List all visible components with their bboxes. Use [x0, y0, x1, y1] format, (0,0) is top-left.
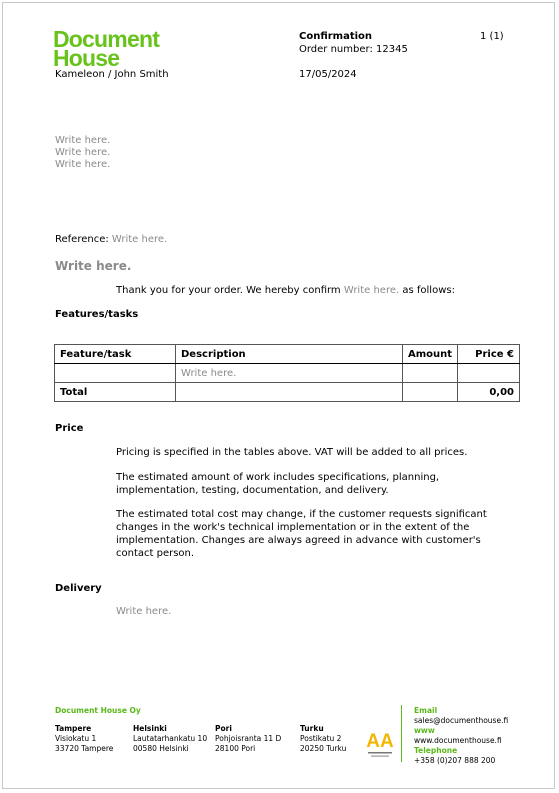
- column-header-feature: Feature/task: [55, 345, 176, 364]
- office-street: Postikatu 2: [300, 734, 342, 743]
- total-value: 0,00: [458, 383, 520, 402]
- features-table: [54, 344, 520, 402]
- table-total-row: [55, 383, 520, 402]
- table-header-row: [55, 345, 520, 364]
- document-date: 17/05/2024: [299, 69, 357, 80]
- company-logo: [53, 26, 183, 71]
- price-paragraph-3-line-3: implementation. Changes are always agreed in advance with customer's: [116, 535, 481, 546]
- price-paragraph-3-line-2: changes in the work's technical implementation or in the extent of the: [116, 522, 470, 533]
- contact-block: [414, 706, 508, 766]
- footer-company-name: Document House Oy: [55, 706, 141, 715]
- reference-row: [55, 234, 167, 246]
- price-heading: Price: [55, 423, 84, 434]
- www-label: www: [414, 726, 435, 735]
- office-helsinki: [133, 724, 207, 754]
- delivery-heading: Delivery: [55, 583, 102, 594]
- office-postal: 28100 Pori: [215, 744, 256, 753]
- address-line-2[interactable]: Write here.: [55, 147, 111, 158]
- office-street: Pohjoisranta 11 D: [215, 734, 282, 743]
- footer-divider: [401, 705, 402, 762]
- cell-description[interactable]: Write here.: [176, 364, 403, 383]
- phone-number[interactable]: +358 (0)207 888 200: [414, 756, 496, 765]
- office-city: Turku: [300, 724, 324, 733]
- document-title: Confirmation: [299, 31, 373, 42]
- intro-text: [116, 285, 455, 297]
- office-postal: 20250 Turku: [300, 744, 347, 753]
- intro-placeholder[interactable]: Write here.: [343, 285, 400, 296]
- intro-before: Thank you for your order. We hereby confirm: [116, 285, 341, 296]
- svg-text:AA: AA: [366, 731, 394, 752]
- logo-line-2: House: [53, 45, 120, 71]
- office-pori: [215, 724, 281, 754]
- office-city: Pori: [215, 724, 232, 733]
- total-empty-description: [176, 383, 403, 402]
- cell-feature[interactable]: [55, 364, 176, 383]
- aa-badge-graphic: [362, 728, 398, 760]
- price-paragraph-3-line-1: The estimated total cost may change, if the customer requests significant: [116, 509, 487, 520]
- total-empty-amount: [403, 383, 458, 402]
- column-header-price: Price €: [458, 345, 520, 364]
- email-label: Email: [414, 706, 438, 715]
- price-paragraph-3-line-4: contact person.: [116, 548, 195, 559]
- office-postal: 33720 Tampere: [55, 744, 114, 753]
- office-tampere: [55, 724, 113, 754]
- office-street: Visiokatu 1: [55, 734, 97, 743]
- office-postal: 00580 Helsinki: [133, 744, 189, 753]
- cell-price[interactable]: [458, 364, 520, 383]
- address-line-1[interactable]: Write here.: [55, 135, 111, 146]
- phone-label: Telephone: [414, 746, 458, 755]
- www-link[interactable]: www.documenthouse.fi: [414, 736, 502, 745]
- email-link[interactable]: sales@documenthouse.fi: [414, 716, 509, 725]
- price-paragraph-1: Pricing is specified in the tables above. VAT will be added to all prices.: [116, 447, 468, 458]
- table-row: [55, 364, 520, 383]
- sender-name: Kameleon / John Smith: [55, 69, 169, 80]
- address-line-3[interactable]: Write here.: [55, 159, 111, 170]
- column-header-amount: Amount: [403, 345, 458, 364]
- column-header-description: Description: [176, 345, 403, 364]
- office-street: Lautatarhankatu 10: [133, 734, 208, 743]
- office-turku: [300, 724, 346, 754]
- subject-heading[interactable]: Write here.: [55, 259, 132, 273]
- price-paragraph-2-line-1: The estimated amount of work includes specifications, planning,: [116, 472, 440, 483]
- reference-value[interactable]: Write here.: [111, 234, 168, 245]
- total-label: Total: [55, 383, 176, 402]
- page-counter: 1 (1): [480, 31, 504, 42]
- features-heading: Features/tasks: [55, 309, 139, 320]
- delivery-value[interactable]: Write here.: [116, 606, 172, 617]
- order-number: Order number: 12345: [299, 44, 408, 55]
- office-city: Tampere: [55, 724, 92, 733]
- credit-rating-badge-icon: [362, 728, 398, 760]
- price-paragraph-2-line-2: implementation, testing, documentation, and delivery.: [116, 485, 389, 496]
- office-city: Helsinki: [133, 724, 167, 733]
- logo-line-1: Document: [53, 26, 160, 52]
- reference-label: Reference:: [55, 234, 109, 245]
- cell-amount[interactable]: [403, 364, 458, 383]
- intro-after: as follows:: [402, 285, 455, 296]
